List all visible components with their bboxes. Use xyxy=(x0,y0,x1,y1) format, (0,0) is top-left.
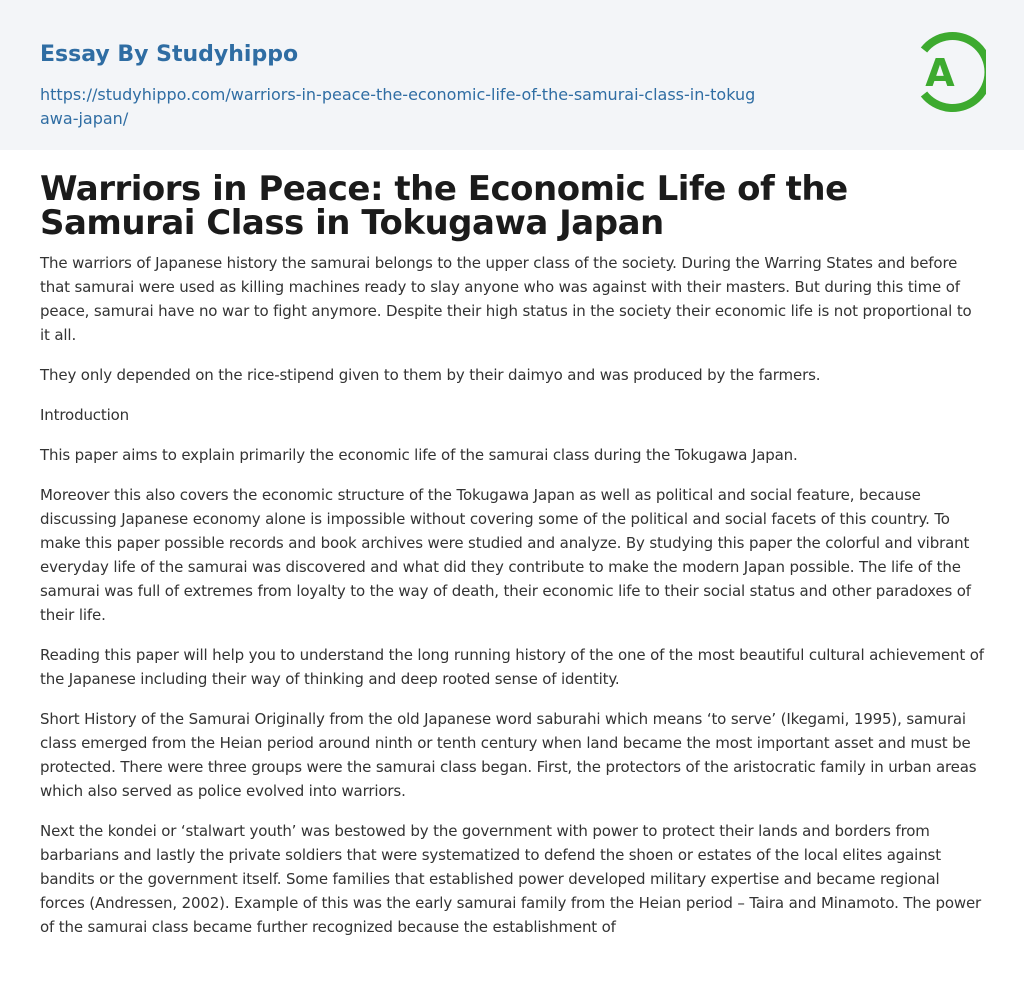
essay-body xyxy=(40,251,984,939)
site-header xyxy=(0,0,1024,150)
essay-paragraph: Short History of the Samurai Originally from the old Japanese word saburahi which means ‘to serve’ (Ikegami, 1995), samurai class emerged from the Heian period around ninth or tenth century when land became the most important asset and must be protected. There were three groups were the samurai class began. First, the protectors of the aristocratic family in urban areas which also served as police evolved into warriors. xyxy=(40,710,977,800)
essay-title: Warriors in Peace: the Economic Life of the Samurai Class in Tokugawa Japan xyxy=(40,169,848,243)
essay-paragraph: Next the kondei or ‘stalwart youth’ was bestowed by the government with power to protect their lands and borders from barbarians and lastly the private soldiers that were systematized to defend the shoen or estates of the local elites against bandits or the government itself. Some families that established power developed military expertise and became regional forces (Andressen, 2002). Example of this was the early samurai family from the Heian period – Taira and Minamoto. The power of the samurai class became further recognized because the establishment of xyxy=(40,822,982,936)
essay-paragraph: Moreover this also covers the economic structure of the Tokugawa Japan as well as political and social feature, because discussing Japanese economy alone is impossible without covering some of the political and social facets of this country. To make this paper possible records and book archives were studied and analyze. By studying this paper the colorful and vibrant everyday life of the samurai was discovered and what did they contribute to make the modern Japan possible. The life of the samurai was full of extremes from loyalty to the way of death, their economic life to their social status and other paradoxes of their life. xyxy=(40,486,971,624)
studyhippo-logo-icon[interactable] xyxy=(912,30,986,114)
essay-content xyxy=(0,169,1024,939)
site-title[interactable]: Essay By Studyhippo xyxy=(40,42,299,67)
logo-letter: A xyxy=(925,51,955,95)
essay-paragraph: This paper aims to explain primarily the economic life of the samurai class during the Tokugawa Japan. xyxy=(40,446,798,464)
essay-section-heading: Introduction xyxy=(40,406,130,424)
essay-url-link[interactable]: https://studyhippo.com/warriors-in-peace-the-economic-life-of-the-samurai-class-in-tokugawa-japan/ xyxy=(40,85,756,128)
essay-paragraph: The warriors of Japanese history the samurai belongs to the upper class of the society. During the Warring States and before that samurai were used as killing machines ready to slay anyone who was against with their masters. But during this time of peace, samurai have no war to fight anymore. Despite their high status in the society their economic life is not proportional to it all. xyxy=(40,254,972,344)
essay-paragraph: They only depended on the rice-stipend given to them by their daimyo and was produced by the farmers. xyxy=(40,366,821,384)
essay-paragraph: Reading this paper will help you to understand the long running history of the one of the most beautiful cultural achievement of the Japanese including their way of thinking and deep rooted sense of identity. xyxy=(40,646,984,688)
